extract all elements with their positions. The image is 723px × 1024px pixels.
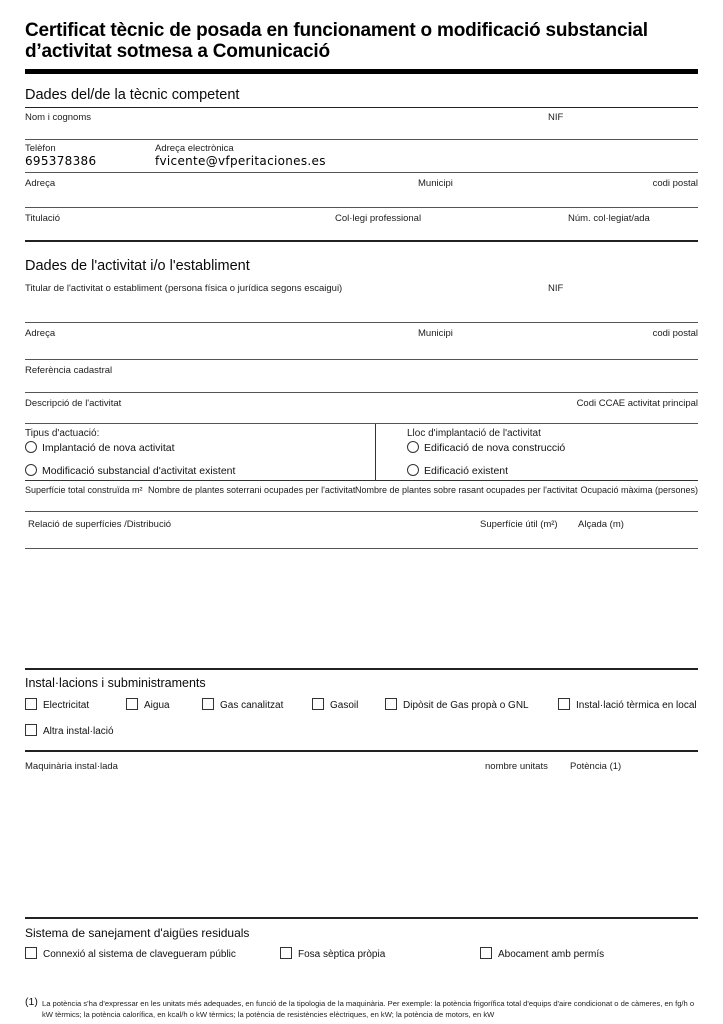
nif-label: NIF [548,112,564,123]
radio-icon[interactable] [25,441,37,453]
radio-option-label: Edificació existent [424,465,509,477]
checkbox-electricitat[interactable] [25,698,89,711]
nif-activitat-label: NIF [548,283,564,294]
field-telefon-email[interactable] [25,140,698,173]
field-descripcio-activitat[interactable] [25,393,698,424]
nom-label: Nom i cognoms [25,112,91,123]
checkbox-fosa-septica[interactable] [280,947,385,960]
page-title [25,0,698,62]
ref-cadastral-label: Referència cadastral [25,365,113,376]
installacions-header: Instal·lacions i subministraments [25,676,206,690]
sanejament-checkbox-row [25,947,698,965]
lloc-implantacio-header: Lloc d'implantació de l'activitat [407,428,541,439]
codi-postal-activitat-label: codi postal [652,328,698,339]
maquinaria-label: Maquinària instal·lada [25,761,118,772]
checkbox-icon[interactable] [280,947,292,959]
footnote-marker: (1) [25,996,38,1008]
collegi-label: Col·legi professional [335,213,422,224]
radio-option-label: Modificació substancial d'activitat existent [42,465,236,477]
checkbox-icon[interactable] [385,698,397,710]
checkbox-icon[interactable] [312,698,324,710]
column-divider [375,424,376,480]
installacions-checkbox-row2 [25,724,698,741]
actuacio-implantacio-box [25,424,698,481]
radio-option-implantacio-nova[interactable] [25,441,175,454]
adreca-label: Adreça [25,178,56,189]
field-adreca-activitat[interactable] [25,323,698,360]
superficie-util-label: Superfície útil (m²) [480,519,558,530]
adreca-activitat-label: Adreça [25,328,56,339]
checkbox-label: Gas canalitzat [220,699,284,711]
codi-postal-label: codi postal [652,178,698,189]
relacio-writing-area[interactable] [25,549,698,670]
radio-icon[interactable] [407,441,419,453]
checkbox-icon[interactable] [25,698,37,710]
checkbox-label: Fosa sèptica pròpia [298,948,386,960]
descripcio-label: Descripció de l'activitat [25,398,122,409]
num-collegiat-label: Núm. col·legiat/ada [568,213,650,224]
telefon-value[interactable]: 695378386 [25,154,97,168]
title-divider [25,69,698,74]
checkbox-label: Dipòsit de Gas propà o GNL [403,699,529,711]
page-title-line2: d’activitat sotmesa a Comunicació [25,41,330,62]
checkbox-label: Electricitat [43,699,90,711]
ocupacio-maxima-label: Ocupació màxima (persones) [580,485,698,495]
radio-option-label: Edificació de nova construcció [424,442,566,454]
checkbox-label: Gasoil [330,699,359,711]
checkbox-label: Abocament amb permís [498,948,605,960]
checkbox-icon[interactable] [558,698,570,710]
field-nom-i-cognoms[interactable] [25,108,698,140]
email-label: Adreça electrònica [155,143,234,154]
radio-option-edificacio-existent[interactable] [407,464,508,477]
field-adreca-tecnic[interactable] [25,173,698,208]
checkbox-label: Aigua [144,699,170,711]
radio-option-edificacio-nova[interactable] [407,441,565,454]
installacions-checkbox-row1 [25,698,698,715]
field-maquinaria[interactable] [25,752,698,919]
page-title-line1: Certificat tècnic de posada en funcionament o modificació substancial [25,20,648,41]
checkbox-altra-installacio[interactable] [25,724,114,737]
plantes-soterrani-label: Nombre de plantes soterrani ocupades per l'activitat [148,485,356,495]
radio-option-label: Implantació de nova activitat [42,442,175,454]
checkbox-icon[interactable] [480,947,492,959]
ccae-label: Codi CCAE activitat principal [576,398,698,409]
sanejament-header: Sistema de sanejament d'aigües residuals [25,926,250,940]
field-titulacio[interactable] [25,208,698,242]
checkbox-diposit-gas[interactable] [385,698,529,711]
footnote [25,996,698,1020]
checkbox-icon[interactable] [202,698,214,710]
potencia-label: Potència (1) [570,761,622,772]
superficie-total-label: Superfície total construïda m² [25,485,143,495]
checkbox-aigua[interactable] [126,698,170,711]
plantes-sobre-rasant-label: Nombre de plantes sobre rasant ocupades per l'activitat [355,485,578,495]
installacions-section [25,670,698,752]
field-titular[interactable] [25,281,698,323]
checkbox-label: Altra instal·lació [43,725,114,737]
checkbox-gas-canalitzat[interactable] [202,698,283,711]
field-referencia-cadastral[interactable] [25,360,698,393]
relacio-superficies-label: Relació de superfícies /Distribució [28,519,172,530]
radio-icon[interactable] [407,464,419,476]
checkbox-icon[interactable] [25,724,37,736]
section-header-activitat: Dades de l'activitat i/o l'establiment [25,258,250,274]
alcada-label: Alçada (m) [578,519,624,530]
checkbox-abocament-permis[interactable] [480,947,604,960]
radio-icon[interactable] [25,464,37,476]
titulacio-label: Titulació [25,213,61,224]
checkbox-label: Instal·lació tèrmica en local [576,699,697,711]
field-superficies-plantes[interactable] [25,481,698,512]
section-header-tecnic: Dades del/de la tècnic competent [25,87,698,108]
checkbox-label: Connexió al sistema de clavegueram públic [43,948,236,960]
titular-label: Titular de l'activitat o establiment (persona física o jurídica segons escaigui) [25,283,343,294]
checkbox-gasoil[interactable] [312,698,358,711]
email-value[interactable]: fvicente@vfperitaciones.es [155,154,326,168]
checkbox-icon[interactable] [25,947,37,959]
footnote-text: La potència s'ha d'expressar en les unitats més adequades, en funció de la tipologia de la maquinària. Per exemple: la potència frigorífica total d'equips d'aire condicionat o de càmeres, en fg/h o kW tèrmics; la potència calorífica, en kcal/h o kW tèrmics; la potència de resistències elèctriques, en kW; la potència de motors, en kW [42,999,695,1019]
sanejament-section [25,919,698,965]
field-relacio-superficies[interactable] [25,512,698,549]
municipi-activitat-label: Municipi [418,328,453,339]
checkbox-connexio-clavegueram[interactable] [25,947,236,960]
nombre-unitats-label: nombre unitats [485,761,548,772]
municipi-label: Municipi [418,178,453,189]
tipus-actuacio-header: Tipus d'actuació: [25,428,100,439]
checkbox-icon[interactable] [126,698,138,710]
telefon-label: Telèfon [25,143,56,154]
checkbox-installacio-termica[interactable] [558,698,697,711]
radio-option-modificacio-substancial[interactable] [25,464,235,477]
